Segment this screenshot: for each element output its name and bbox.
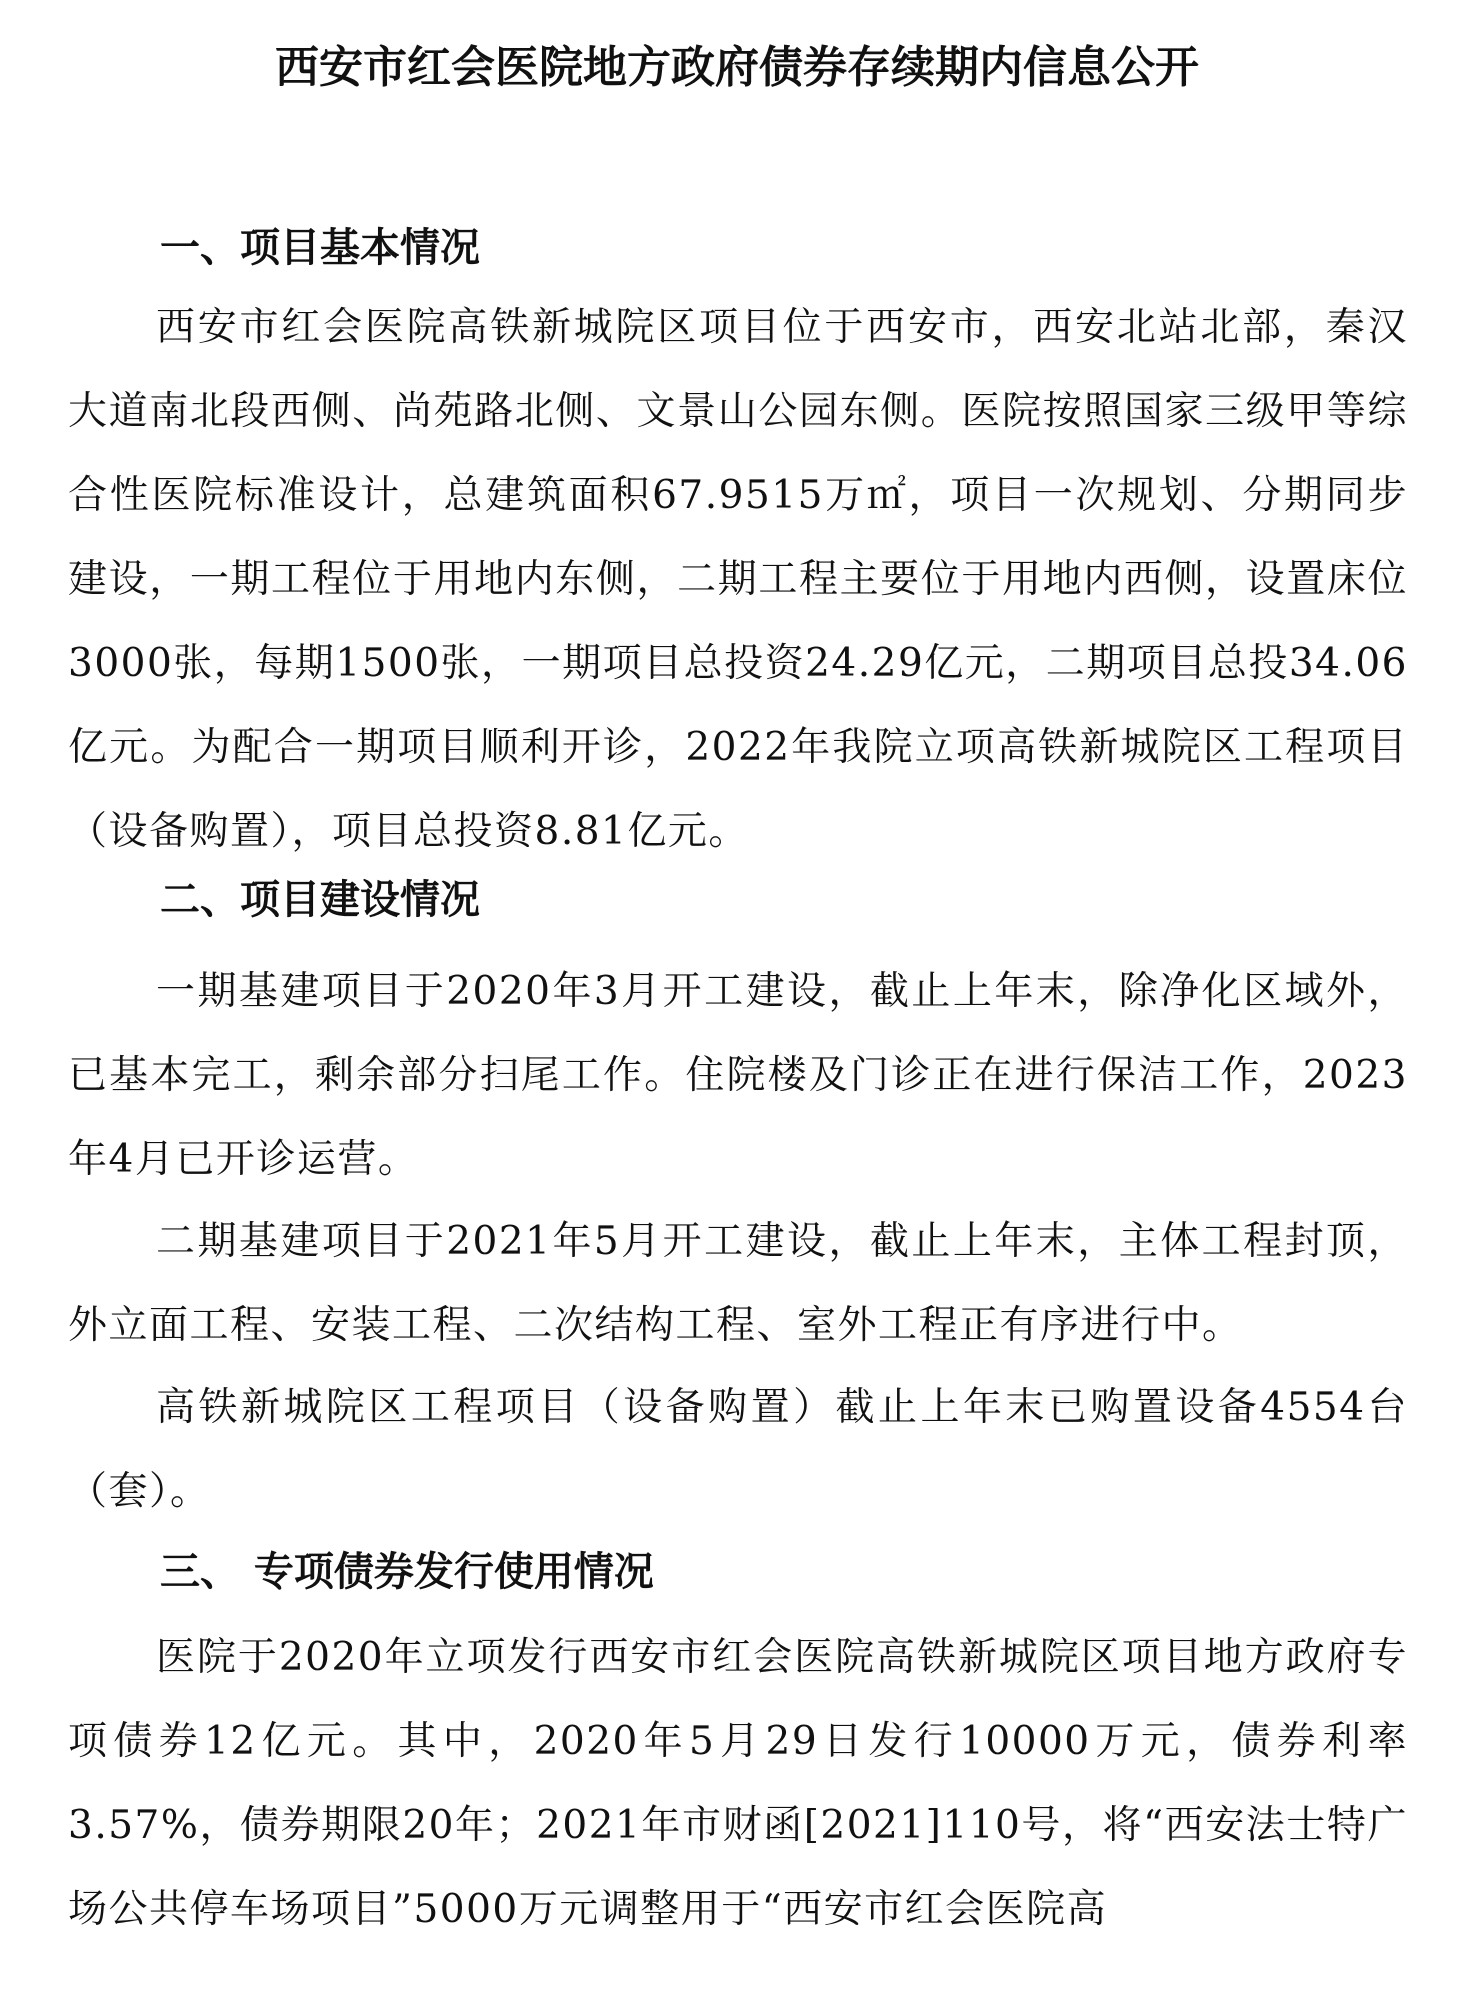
section-1-paragraph-1: 西安市红会医院高铁新城院区项目位于西安市，西安北站北部，秦汉大道南北段西侧、尚苑路北侧、文景山公园东侧。医院按照国家三级甲等综合性医院标准设计，总建筑面积67.9515万㎡，项目一次规划、分期同步建设，一期工程位于用地内东侧，二期工程主要位于用地内西侧，设置床位3000张，每期1500张，一期项目总投资24.29亿元，二期项目总投34.06亿元。为配合一期项目顺利开诊，2022年我院立项高铁新城院区工程项目（设备购置），项目总投资8.81亿元。 (68, 305, 1408, 854)
section-heading-2: 二、项目建设情况 (160, 877, 480, 923)
section-3-paragraph-1: 医院于2020年立项发行西安市红会医院高铁新城院区项目地方政府专项债券12亿元。其中，2020年5月29日发行10000万元，债券利率3.57%，债券期限20年；2021年市财函[2021]110号，将“西安法士特广场公共停车场项目”5000万元调整用于“西安市红会医院高 (68, 1635, 1408, 1932)
section-2-paragraph-1: 一期基建项目于2020年3月开工建设，截止上年末，除净化区域外，已基本完工，剩余部分扫尾工作。住院楼及门诊正在进行保洁工作，2023年4月已开诊运营。 (68, 969, 1408, 1182)
section-heading-3: 三、 专项债券发行使用情况 (160, 1549, 654, 1595)
document-title: 西安市红会医院地方政府债券存续期内信息公开 (275, 42, 1199, 93)
section-2-paragraph-2: 二期基建项目于2021年5月开工建设，截止上年末，主体工程封顶，外立面工程、安装工程、二次结构工程、室外工程正有序进行中。 (68, 1219, 1408, 1348)
section-heading-1: 一、项目基本情况 (160, 225, 480, 271)
section-2-paragraph-3: 高铁新城院区工程项目（设备购置）截止上年末已购置设备4554台（套）。 (68, 1385, 1408, 1514)
